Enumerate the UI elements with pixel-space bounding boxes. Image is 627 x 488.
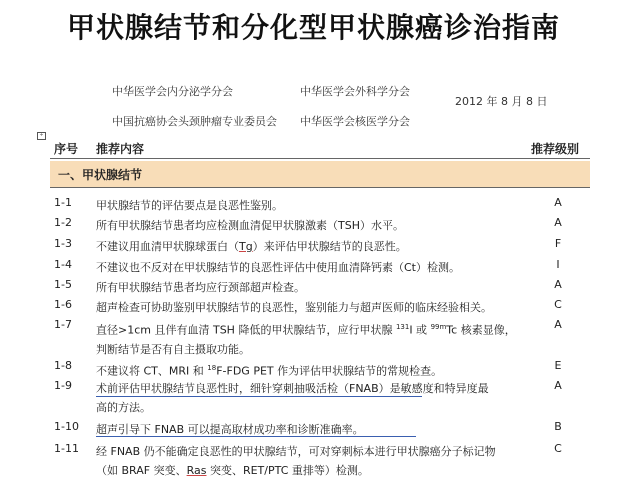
row-content	[96, 359, 526, 381]
row-content	[96, 442, 526, 480]
row-number: 1-10	[54, 420, 79, 433]
row-number: 1-7	[54, 318, 72, 331]
row-number: 1-11	[54, 442, 79, 455]
row-grade: C	[554, 442, 562, 455]
row-content: 甲状腺结节的评估要点是良恶性鉴别。	[96, 199, 283, 212]
row-grade: A	[554, 379, 562, 392]
row-number: 1-4	[54, 258, 72, 271]
isotope-superscript: 18	[207, 364, 217, 372]
publish-date: 2012 年 8 月 8 日	[455, 95, 548, 108]
row-content: 所有甲状腺结节患者均应行颈部超声检查。	[96, 281, 305, 294]
row-grade: A	[554, 216, 562, 229]
row-grade: F	[554, 237, 562, 250]
org-head-neck: 中国抗癌协会头颈肿瘤专业委员会	[112, 115, 277, 128]
row-content-part: Tc 核素显像，	[446, 323, 516, 337]
row-content: 超声引导下 FNAB 可以提高取材成功率和诊断准确率。	[96, 423, 364, 436]
row-content-part: 术前评估甲状腺结节良恶性时，细针穿刺抽吸活检（FNAB）是敏感度和特异度最	[96, 382, 489, 395]
row-number: 1-3	[54, 237, 72, 250]
row-grade: A	[554, 196, 562, 209]
row-content-continued: （如 BRAF 突变、	[96, 464, 187, 477]
isotope-superscript: 131	[395, 323, 410, 331]
row-content: 不建议也不反对在甲状腺结节的良恶性评估中使用血清降钙素（Ct）检测。	[96, 261, 460, 274]
row-grade: B	[554, 420, 562, 433]
row-content: 超声检查可协助鉴别甲状腺结节的良恶性，鉴别能力与超声医师的临床经验相关。	[96, 301, 492, 314]
section-divider	[50, 187, 590, 188]
row-content	[96, 318, 526, 359]
page-title: 甲状腺结节和分化型甲状腺癌诊治指南	[66, 11, 560, 44]
row-content-part: 不建议用血清甲状腺球蛋白（	[96, 240, 239, 253]
column-header-number: 序号	[54, 142, 79, 156]
table-anchor-icon: +	[37, 132, 46, 140]
row-content-continued: 判断结节是否有自主摄取功能。	[96, 342, 250, 356]
row-number: 1-8	[54, 359, 72, 372]
row-number: 1-6	[54, 298, 72, 311]
org-endocrinology: 中华医学会内分泌学分会	[112, 85, 233, 98]
row-content-continued: 高的方法。	[96, 401, 151, 414]
row-content	[96, 379, 526, 417]
column-header-grade: 推荐级别	[531, 142, 580, 156]
row-number: 1-2	[54, 216, 72, 229]
row-content	[96, 237, 526, 256]
row-content-part: I 或	[409, 323, 431, 337]
row-number: 1-9	[54, 379, 72, 392]
row-grade: C	[554, 298, 562, 311]
row-grade: I	[556, 258, 560, 271]
highlight-underline	[96, 436, 416, 437]
row-number: 1-5	[54, 278, 72, 291]
header-divider	[50, 158, 590, 159]
row-content: 所有甲状腺结节患者均应检测血清促甲状腺激素（TSH）水平。	[96, 219, 404, 232]
row-grade: A	[554, 318, 562, 331]
row-grade: A	[554, 278, 562, 291]
section-title: 一、甲状腺结节	[58, 168, 143, 182]
row-grade: E	[554, 359, 562, 372]
org-surgery: 中华医学会外科学分会	[300, 85, 410, 98]
highlight-underline	[96, 396, 422, 397]
tg-term: Tg	[239, 240, 253, 253]
isotope-superscript: 99m	[430, 323, 447, 331]
org-nuclear-medicine: 中华医学会核医学分会	[300, 115, 410, 128]
row-content-continued: 突变、RET/PTC 重排等）检测。	[206, 464, 369, 477]
column-header-content: 推荐内容	[96, 142, 145, 156]
row-content-part: 经 FNAB 仍不能确定良恶性的甲状腺结节，可对穿刺标本进行甲状腺癌分子标记物	[96, 445, 496, 458]
row-number: 1-1	[54, 196, 72, 209]
ras-term: Ras	[186, 464, 207, 477]
row-content-part: 直径>1cm 且伴有血清 TSH 降低的甲状腺结节，应行甲状腺	[96, 323, 396, 337]
row-content-part: ）来评估甲状腺结节的良恶性。	[252, 240, 407, 253]
row-content-part: 不建议将 CT、MRI 和	[96, 364, 208, 378]
row-content-part: F-FDG PET 作为评估甲状腺结节的常规检查。	[216, 364, 443, 378]
